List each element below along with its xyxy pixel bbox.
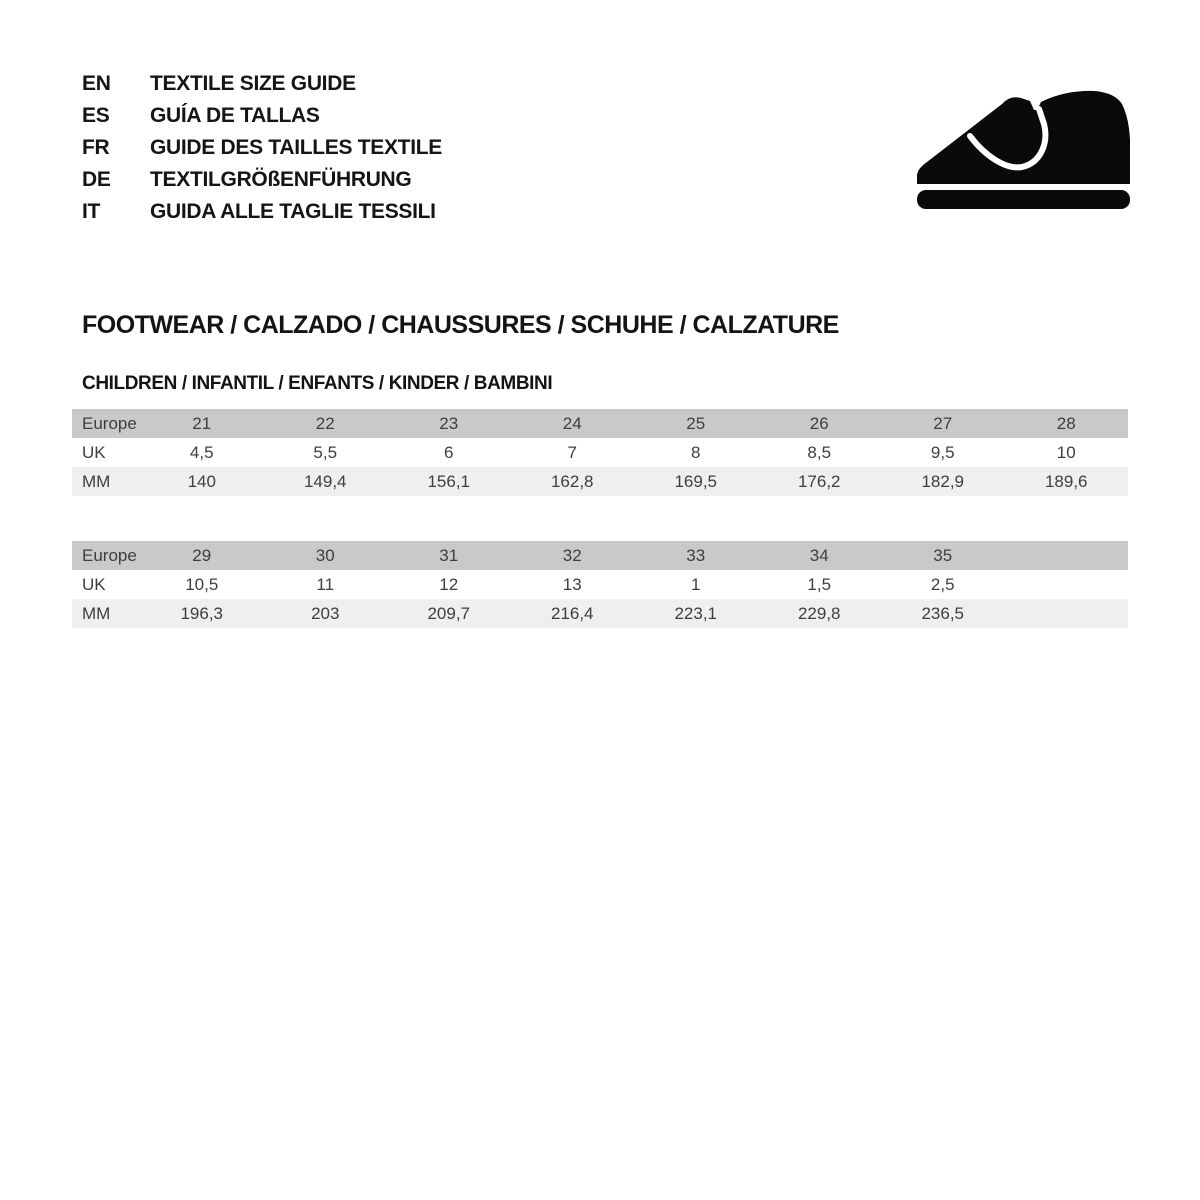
size-cell: 27	[933, 413, 953, 433]
language-title: GUIDA ALLE TAGLIE TESSILI	[150, 200, 436, 223]
language-code: ES	[82, 104, 110, 127]
table-row-uk	[72, 570, 1128, 599]
size-cell: 196,3	[180, 603, 224, 623]
table-row-mm	[72, 467, 1128, 496]
table-row-europe	[72, 409, 1128, 438]
size-cell: 9,5	[930, 442, 955, 462]
size-cell: 1,5	[807, 574, 832, 594]
size-cell: 203	[311, 603, 340, 623]
size-cell	[1005, 599, 1129, 628]
size-cell: 34	[809, 545, 829, 565]
size-cell: 12	[439, 574, 459, 594]
row-label: Europe	[82, 545, 137, 565]
size-cell: 32	[562, 545, 582, 565]
size-cell: 6	[444, 442, 454, 462]
size-cell: 8	[691, 442, 701, 462]
size-cell: 2,5	[930, 574, 955, 594]
size-cell: 209,7	[427, 603, 471, 623]
table-row-mm	[72, 599, 1128, 628]
size-cell	[1005, 570, 1129, 599]
language-code: DE	[82, 168, 111, 191]
children-size-table-2	[72, 541, 1128, 628]
language-row	[82, 68, 442, 100]
row-label: MM	[82, 471, 111, 491]
size-cell: 10	[1056, 442, 1076, 462]
language-code: FR	[82, 136, 110, 159]
table-row-europe	[72, 541, 1128, 570]
size-cell: 33	[686, 545, 706, 565]
row-label: UK	[82, 442, 106, 462]
language-row	[82, 132, 442, 164]
row-label: MM	[82, 603, 111, 623]
row-label: Europe	[82, 413, 137, 433]
language-row	[82, 164, 442, 196]
size-cell: 229,8	[797, 603, 841, 623]
language-code: EN	[82, 72, 111, 95]
language-row	[82, 196, 442, 228]
size-cell: 7	[567, 442, 577, 462]
row-label: UK	[82, 574, 106, 594]
size-cell: 236,5	[921, 603, 965, 623]
size-cell	[1005, 541, 1129, 570]
size-cell: 176,2	[797, 471, 841, 491]
size-cell: 31	[439, 545, 459, 565]
size-cell: 23	[439, 413, 459, 433]
size-cell: 28	[1056, 413, 1076, 433]
language-title: GUÍA DE TALLAS	[150, 104, 320, 127]
language-title-list	[82, 68, 442, 228]
size-cell: 149,4	[303, 471, 347, 491]
size-cell: 10,5	[185, 574, 219, 594]
language-title: TEXTILE SIZE GUIDE	[150, 72, 356, 95]
size-cell: 35	[933, 545, 953, 565]
size-cell: 169,5	[674, 471, 718, 491]
section-title: FOOTWEAR / CALZADO / CHAUSSURES / SCHUHE / CALZATURE	[82, 311, 839, 339]
size-cell: 13	[562, 574, 582, 594]
language-code: IT	[82, 200, 101, 223]
size-cell: 1	[691, 574, 701, 594]
table-row-uk	[72, 438, 1128, 467]
size-cell: 4,5	[189, 442, 214, 462]
size-cell: 189,6	[1044, 471, 1088, 491]
size-cell: 21	[192, 413, 212, 433]
size-cell: 8,5	[807, 442, 832, 462]
subsection-title: CHILDREN / INFANTIL / ENFANTS / KINDER / BAMBINI	[82, 373, 553, 394]
size-cell: 140	[187, 471, 216, 491]
children-shoe-icon	[900, 80, 1140, 225]
children-size-table-1	[72, 409, 1128, 496]
size-cell: 216,4	[550, 603, 594, 623]
size-cell: 24	[562, 413, 582, 433]
size-cell: 11	[316, 574, 335, 594]
size-cell: 22	[315, 413, 335, 433]
size-cell: 25	[686, 413, 706, 433]
language-title: GUIDE DES TAILLES TEXTILE	[150, 136, 442, 159]
size-cell: 5,5	[313, 442, 338, 462]
size-cell: 223,1	[674, 603, 718, 623]
language-title: TEXTILGRÖßENFÜHRUNG	[150, 168, 412, 191]
size-cell: 156,1	[427, 471, 471, 491]
size-cell: 26	[809, 413, 829, 433]
language-row	[82, 100, 442, 132]
size-cell: 182,9	[921, 471, 965, 491]
size-cell: 29	[192, 545, 212, 565]
size-cell: 30	[315, 545, 335, 565]
size-cell: 162,8	[550, 471, 594, 491]
